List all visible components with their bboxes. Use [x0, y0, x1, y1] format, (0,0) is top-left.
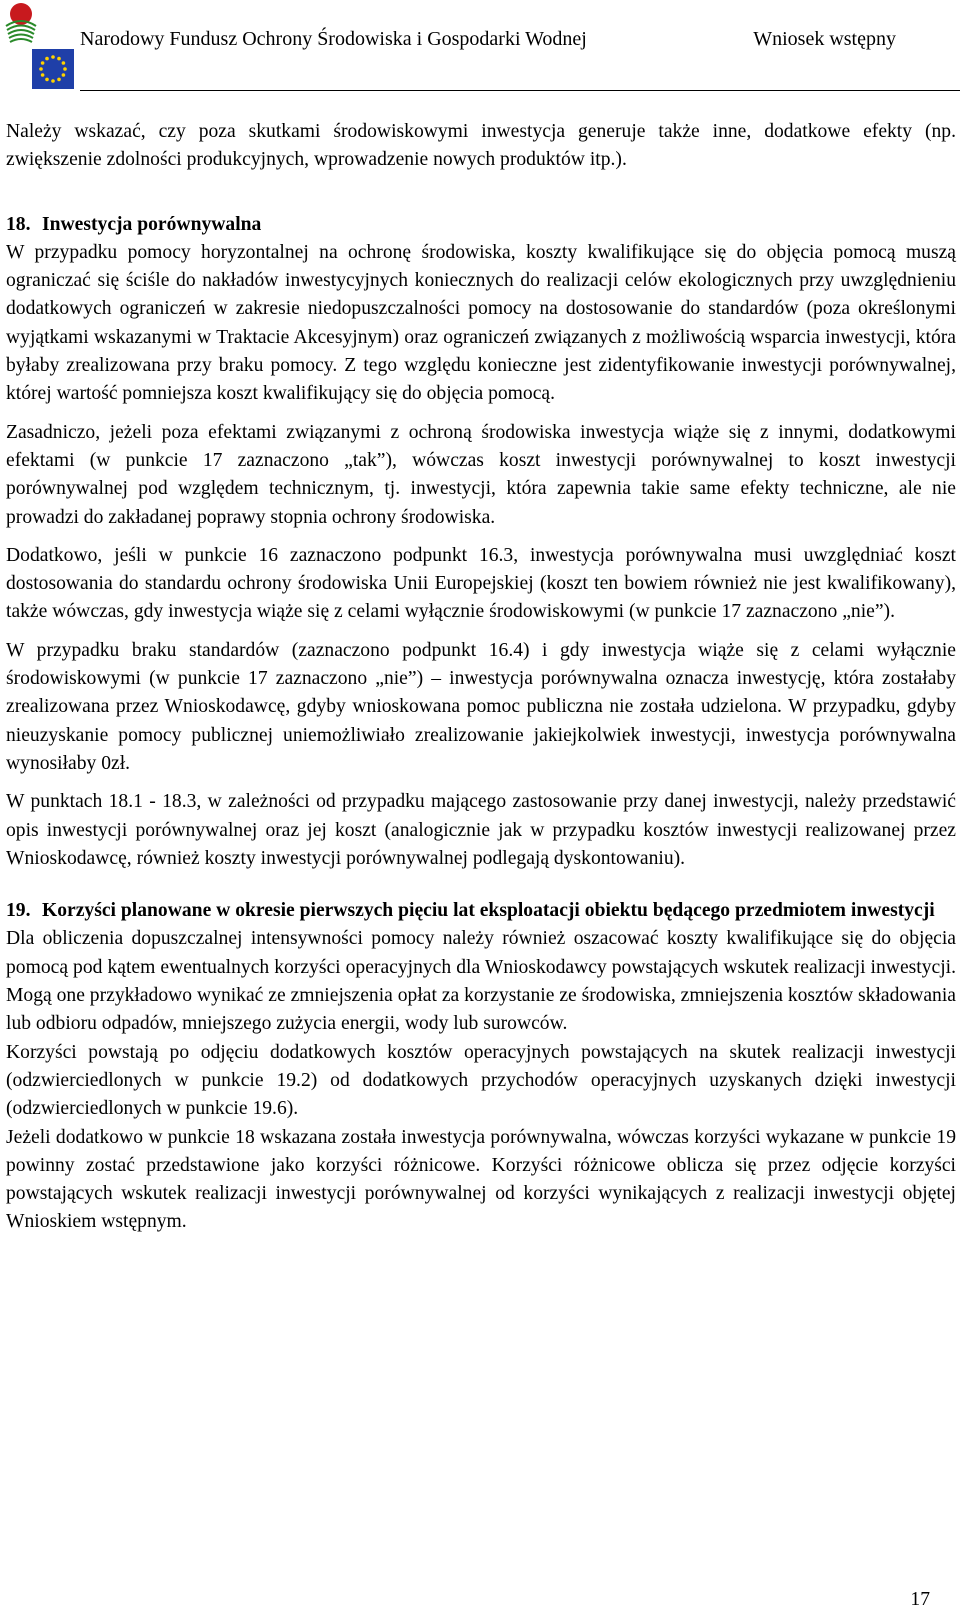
section-18-number: 18.: [6, 213, 31, 235]
nfosigw-logo-icon: [4, 2, 38, 44]
section-19-number: 19.: [6, 900, 31, 922]
section-19-paragraph: Dla obliczenia dopuszczalnej intensywności pomocy należy również oszacować koszty kwalifikujące się do objęcia pomocą pod kątem ewentualnych korzyści operacyjnych dla Wnioskodawcy powstających wskutek realizacji inwestycji. Mogą one przykładowo wynikać ze zmniejszenia opłat za korzystanie ze środowiska, zmniejszenia kosztów składowania lub odbioru odpadów, mniejszego zużycia energii, wody lub surowców.: [6, 928, 956, 1035]
section-19-title: Korzyści planowane w okresie pierwszych pięciu lat eksploatacji obiektu będącego przedmiotem inwestycji: [42, 900, 935, 922]
section-18-paragraph: Zasadniczo, jeżeli poza efektami związanymi z ochroną środowiska inwestycja wiąże się z innymi, dodatkowymi efektami (w punkcie 17 zaznaczono „tak”), wówczas koszt inwestycji porównywalnej to koszt inwestycji porównywalnej pod względem technicznym, tj. inwestycji, która zapewnia takie same efekty techniczne, ale nie prowadzi do zakładanej poprawy stopnia ochrony środowiska.: [6, 421, 956, 528]
header-document-type: Wniosek wstępny: [753, 28, 896, 50]
section-18-paragraph: W przypadku pomocy horyzontalnej na ochronę środowiska, koszty kwalifikujące się do objęcia pomocą muszą ograniczać się ściśle do nakładów inwestycyjnych koniecznych do realizacji celów ekologicznych przy uwzględnieniu dodatkowych ograniczeń w zakresie niedopuszczalności pomocy na dostosowanie do standardów (poza określonymi wyjątkami wskazanymi w Traktacie Akcesyjnym) oraz ograniczeń związanych z możliwością wsparcia inwestycji, która byłaby zrealizowana przy braku pomocy. Z tego względu konieczne jest zidentyfikowanie inwestycji porównywalnej, której wartość pomniejsza koszt kwalifikujący się do objęcia pomocą.: [6, 241, 956, 405]
section-19-paragraph: Jeżeli dodatkowo w punkcie 18 wskazana została inwestycja porównywalna, wówczas korzyści wykazane w punkcie 19 powinny zostać przedstawione jako korzyści różnicowe. Korzyści różnicowe oblicza się przez odjęcie korzyści powstających wskutek realizacji inwestycji porównywalnej od korzyści wynikających z realizacji inwestycji objętej Wnioskiem wstępnym.: [6, 1126, 956, 1233]
page-number: 17: [910, 1589, 930, 1610]
intro-paragraph: Należy wskazać, czy poza skutkami środowiskowymi inwestycja generuje także inne, dodatkowe efekty (np. zwiększenie zdolności produkcyjnych, wprowadzenie nowych produktów itp.).: [6, 121, 956, 171]
section-18-paragraph: Dodatkowo, jeśli w punkcie 16 zaznaczono podpunkt 16.3, inwestycja porównywalna musi uwzględniać koszt dostosowania do standardu ochrony środowiska Unii Europejskiej (koszt ten bowiem również nie jest kwalifikowany), także wówczas, gdy inwestycja wiąże się z celami wyłącznie środowiskowymi (w punkcie 17 zaznaczono „nie”).: [6, 544, 956, 623]
section-18-heading: [6, 211, 956, 239]
document-body: [6, 118, 956, 1237]
eu-flag-icon: [32, 49, 74, 89]
section-19-heading: [6, 897, 956, 925]
page-header: [0, 0, 960, 92]
section-18-paragraph: W punktach 18.1 - 18.3, w zależności od przypadku mającego zastosowanie przy danej inwestycji, należy przedstawić opis inwestycji porównywalnej oraz jej koszt (analogicznie jak w przypadku kosztów inwestycji realizowanej przez Wnioskodawcę, również koszty inwestycji porównywalnej podlegają dyskontowaniu).: [6, 791, 956, 869]
header-organization: Narodowy Fundusz Ochrony Środowiska i Gospodarki Wodnej: [80, 28, 587, 50]
section-19-paragraph: Korzyści powstają po odjęciu dodatkowych kosztów operacyjnych powstających na skutek realizacji inwestycji (odzwierciedlonych w punkcie 19.2) od dodatkowych przychodów operacyjnych uzyskanych dzięki inwestycji (odzwierciedlonych w punkcie 19.6).: [6, 1041, 956, 1120]
section-18-paragraph: W przypadku braku standardów (zaznaczono podpunkt 16.4) i gdy inwestycja wiąże się z celami wyłącznie środowiskowymi (w punkcie 17 zaznaczono „nie”) – inwestycja porównywalna oznacza inwestycję, która zostałaby zrealizowana przez Wnioskodawcę, gdyby wnioskowana pomoc publiczna nie została udzielona. W przypadku, gdyby nieuzyskanie pomocy publicznej uniemożliwiało zrealizowanie jakiejkolwiek inwestycji, inwestycja porównywalna wynosiłaby 0zł.: [6, 639, 956, 774]
section-18-title: Inwestycja porównywalna: [42, 213, 262, 235]
header-divider: [80, 90, 960, 91]
